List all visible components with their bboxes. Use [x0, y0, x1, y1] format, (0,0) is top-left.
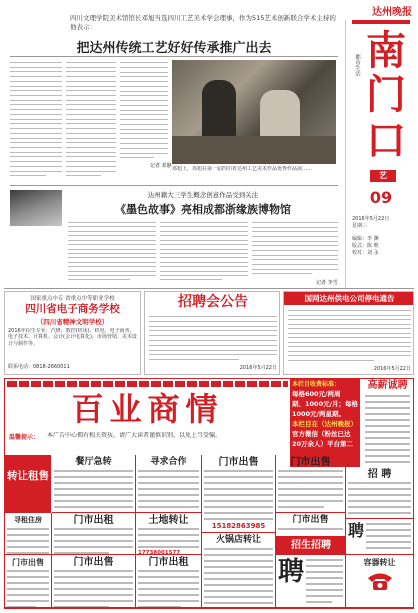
baiye-banner: [5, 379, 290, 453]
ad-huoguo: [202, 533, 276, 608]
school-ad-phone: 联系电话：0818-2660011: [8, 364, 70, 370]
ad-pin-large-title: 聘: [278, 557, 305, 587]
zhuanrang-title: 转让租售: [7, 470, 49, 482]
rates-line-2: 期、1000元/月；每格: [292, 400, 358, 408]
culture-photo: [172, 60, 336, 164]
section-date: 2016年5月22日: [352, 216, 390, 222]
ad-pin-small-title: 聘: [348, 521, 365, 540]
ad-canting: [52, 455, 136, 513]
ad-menshi-1: [202, 455, 276, 533]
school-ad-body: 2016年招生专业：汽修、数控(机床)、机电、电子商务、电子技术、计算机、会计(会计电算化)、市场营销、美术设计与制作等。: [8, 328, 137, 347]
section-art-badge: 艺: [370, 170, 396, 182]
ad-menshi-1-title: 门市出售: [218, 457, 259, 468]
ad-tudi-phone: 17738001577: [138, 550, 181, 555]
rates-box: [290, 379, 360, 467]
baiye-top-strip: [7, 381, 288, 387]
ad-menshizu-title: 门市出租: [73, 515, 114, 526]
baiye-warn: 温馨提示：: [9, 434, 40, 441]
school-ad-kicker: 国家重点中专 省重点中等职业学校: [30, 296, 115, 302]
power-ad-title: 国网达州供电公司停电通告: [284, 292, 414, 305]
section-editor: 编辑：李 渊: [352, 236, 379, 242]
ad-menshi-3: [276, 513, 346, 537]
culture-body-col3: [120, 60, 168, 160]
ad-menshi-4: [5, 555, 52, 608]
rates-line-3: 1000元/两星期。: [292, 410, 345, 418]
second-body-col1: [68, 220, 156, 282]
second-body-col2: [160, 220, 248, 282]
section-issue: 09: [369, 188, 393, 207]
baiye-notice: 本广告中心拥有相关资质。请广大读者谨慎识别，以免上当受骗。: [47, 432, 222, 439]
ad-huoguo-title: 火锅店转让: [215, 535, 261, 545]
rates-line-6: 20万余人）平台第二: [292, 440, 354, 448]
headline-rule: [10, 56, 338, 57]
culture-credit: 记者 邓静: [150, 163, 172, 169]
ad-zhaosheng-title: 招生招聘: [291, 540, 331, 551]
second-divider: [10, 185, 338, 186]
school-ad-subtitle: （四川省精神文明学校）: [36, 318, 109, 326]
culture-body-col1: [10, 60, 62, 178]
recruit-ad-date: 2016年5月22日: [239, 365, 277, 371]
power-ad: [283, 291, 414, 375]
ad-xunzu-title: 寻租住房: [14, 516, 42, 524]
second-body-col3: [252, 220, 338, 276]
ad-menshi-2: [276, 455, 346, 513]
ad-pin-small: [346, 519, 413, 555]
recruit-ad-title: 招聘会公告: [178, 294, 248, 310]
rates-line-1: 每格600元/两周: [292, 390, 341, 398]
section-subtitle: 都市生活: [354, 54, 360, 76]
section-sidebar: [345, 20, 413, 288]
ad-rongqi-title: 容器转让: [363, 558, 396, 567]
section-title-char-2: 门: [366, 71, 406, 118]
rates-line-5: 官方微信（粉丝已达: [292, 430, 351, 438]
culture-intro: 四川文理学院美术馆馆长邓旭当选四川工艺美术学会理事，作为515艺术创新联合学术主持的他表示：: [70, 14, 336, 31]
phone-icon: [365, 570, 395, 592]
ad-canting-title: 餐厅急转: [75, 457, 112, 467]
section-layout: 版式：陈 维: [352, 243, 379, 249]
ad-xunqiu: [136, 455, 202, 513]
gaoxin-box: [362, 379, 413, 467]
ad-menshi-2-title: 门市出售: [290, 457, 331, 468]
recruit-ad-body: [149, 314, 277, 362]
rates-title: 本栏目收费标准：: [292, 381, 341, 388]
ad-menshi-5-title: 门市出售: [73, 557, 114, 568]
second-photo: [10, 190, 62, 226]
ad-menshi-6: [136, 555, 202, 608]
ad-rongqi: [346, 555, 413, 608]
second-credit: 记者 李雪: [316, 280, 338, 286]
ad-tudi: [136, 513, 202, 555]
ad-menshi-4-title: 门市出售: [12, 558, 44, 567]
school-ad: [4, 291, 141, 375]
masthead-logo: 达州晚报: [372, 7, 412, 18]
ad-menshi-3-title: 门市出售: [292, 515, 329, 525]
ad-row-rule: [4, 288, 414, 289]
ad-xunzu: [5, 513, 52, 555]
ad-menshi-5: [52, 555, 136, 608]
ad-menshi-1-phone: 15182863985: [211, 522, 266, 530]
ad-menshi-6-title: 门市出租: [148, 557, 189, 568]
section-proof: 校对：刘 永: [352, 250, 379, 256]
power-ad-body: [288, 308, 411, 362]
ad-xunqiu-title: 寻求合作: [150, 457, 187, 467]
gaoxin-title: 高薪诚聘: [367, 380, 408, 391]
baiye-title: 百业商情: [71, 390, 224, 428]
second-headline: 《墨色故事》亮相成都浙缘族博物馆: [115, 203, 291, 216]
gaoxin-body: [362, 393, 413, 467]
ad-zhaosheng: [276, 537, 346, 555]
ad-zhaopin: [346, 467, 413, 519]
school-ad-title: 四川省电子商务学校: [25, 303, 120, 315]
recruit-ad: [144, 291, 280, 375]
second-kicker: 达州籍大三学生概念创意作品受到关注: [147, 191, 259, 199]
culture-headline: 把达州传统工艺好好传承推广出去: [76, 41, 272, 56]
ad-menshizu: [52, 513, 136, 555]
ad-zhaopin-title: 招 聘: [367, 469, 392, 480]
section-weekday: 星期三: [352, 223, 368, 229]
rates-line-4: 本栏目在（达州晚报）: [292, 420, 357, 428]
section-title-char-1: 南: [366, 27, 406, 74]
zhuanrang-block: [5, 455, 51, 513]
culture-photo-caption: 邓旭上，邓旭在第一届四川省达州工艺美术作品优秀作品展……: [172, 166, 313, 172]
ad-tudi-title: 土地转让: [148, 515, 189, 526]
sidebar-top-bar: [352, 20, 410, 24]
ad-pin-large: [276, 555, 346, 608]
culture-body-col2: [66, 60, 116, 178]
section-title-char-3: 口: [366, 117, 406, 164]
power-ad-date: 2016年5月22日: [373, 366, 411, 372]
